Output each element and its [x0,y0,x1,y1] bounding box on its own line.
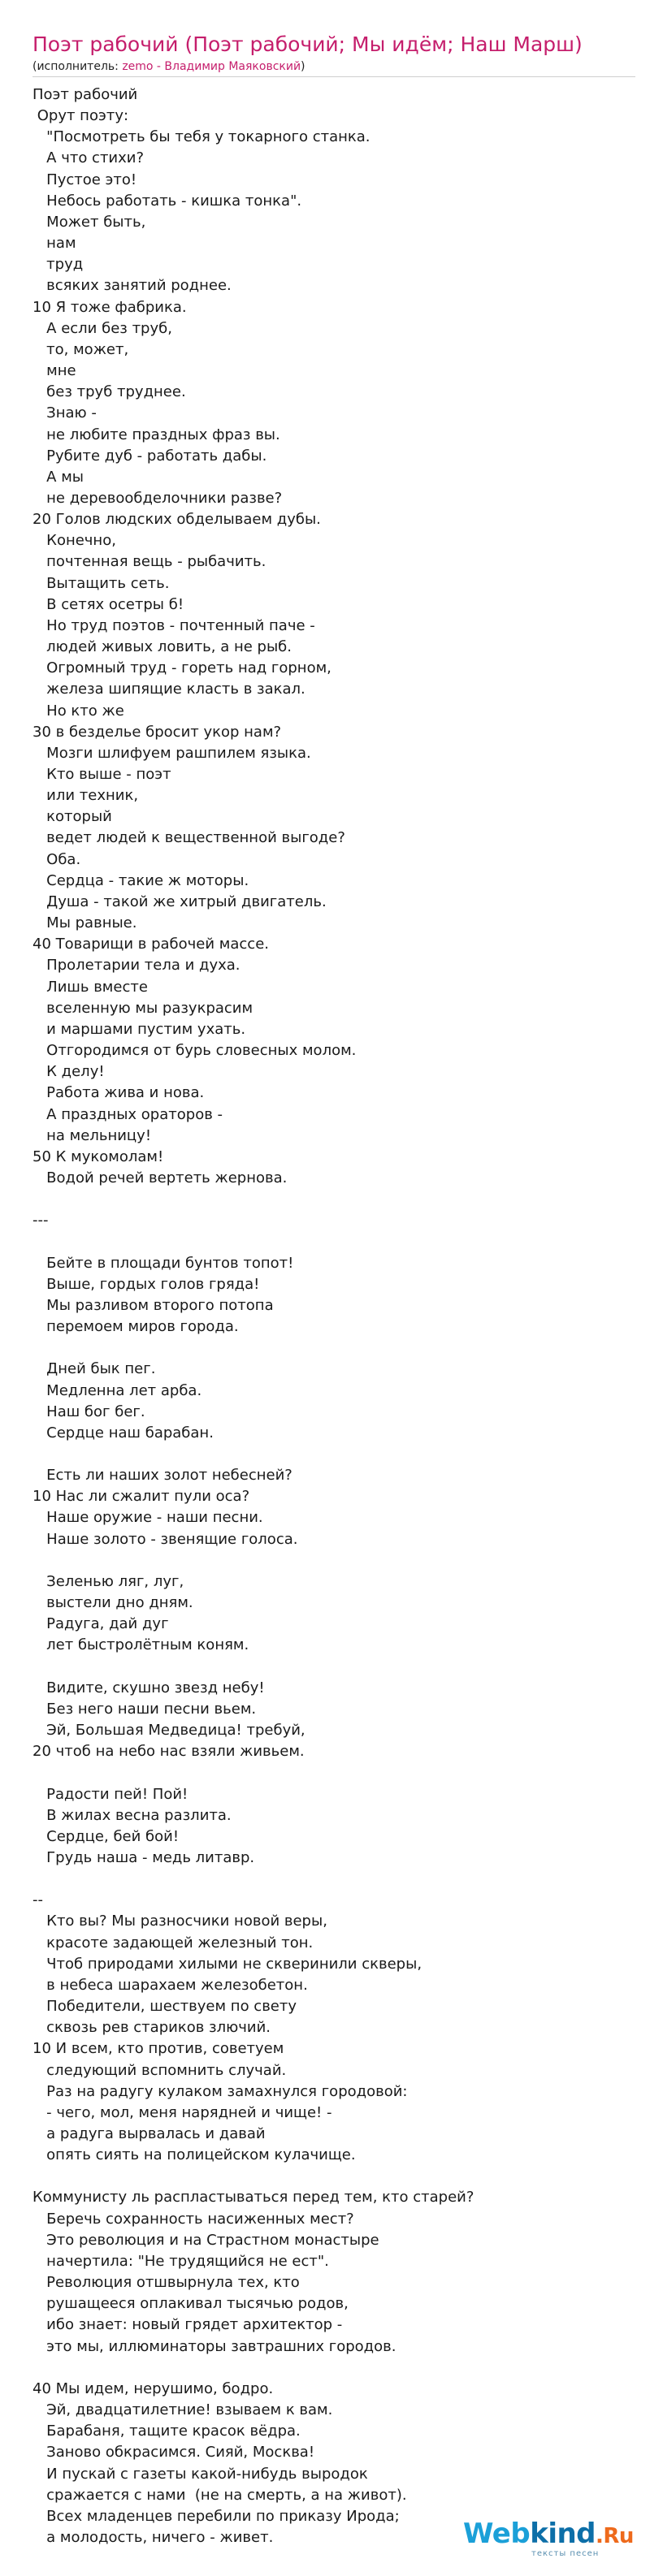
logo-wordmark [463,2518,634,2552]
performer-line [32,58,306,75]
webkind-logo[interactable] [463,2518,634,2561]
logo-tld-text: .Ru [596,2524,634,2548]
header-divider [32,76,635,77]
performer-close: ) [301,60,306,73]
performer-label: (исполнитель: [32,60,123,73]
song-title: Поэт рабочий (Поэт рабочий; Мы идём; Наш Марш) [32,32,583,56]
logo-subtitle: тексты песен [531,2549,600,2558]
lyrics-text: Поэт рабочий Орут поэту: "Посмотреть бы тебя у токарного станка. А что стихи? Пустое это! Небось работать - кишка тонка". Может быть, нам труд всяких занятий роднее. 10 Я тоже фабрика. А если без труб, то, может, мне без труб труднее. Знаю - не любите праздных фраз вы. Рубите дуб - работать дабы. А мы не деревообделочники разве? 20 Голов людских обделываем дубы. Конечно, почтенная вещь - рыбачить. Вытащить сеть. В сетях осетры б! Но труд поэтов - почтенный паче - людей живых ловить, а не рыб. Огромный труд - гореть над горном, железа шипящие класть в закал. Но кто же 30 в безделье бросит укор нам? Мозги шлифуем рашпилем языка. Кто выше - поэт или техник, который ведет людей к вещественной выгоде? Оба. Сердца - такие ж моторы. Душа - такой же хитрый двигатель. Мы равные. 40 Товарищи в рабочей массе. Пролетарии тела и духа. Лишь вместе вселенную мы разукрасим и маршами пустим ухать. Отгородимся от бурь словесных молом. К делу! Работа жива и нова. А праздных ораторов - на мельницу! 50 К мукомолам! Водой речей вертеть жернова. --- Бейте в площади бунтов топот! Выше, гордых голов гряда! Мы разливом второго потопа перемоем миров города. Дней бык пег. Медленна лет арба. Наш бог бег. Сердце наш барабан. Есть ли наших золот небесней? 10 Нас ли сжалит пули оса? Наше оружие - наши песни. Наше золото - звенящие голоса. Зеленью ляг, луг, выстели дно дням. Радуга, дай дуг лет быстролётным коням. Видите, скушно звезд небу! Без него наши песни вьем. Эй, Большая Медведица! требуй, 20 чтоб на небо нас взяли живьем. Радости пей! Пой! В жилах весна разлита. Сердце, бей бой! Грудь наша - медь литавр. -- Кто вы? Мы разносчики новой веры, красоте задающей железный тон. Чтоб природами хилыми не скверинили скверы, в небеса шарахаем железобетон. Победители, шествуем по свету сквозь рев стариков злючий. 10 И всем, кто против, советуем следующий вспомнить случай. Раз на радугу кулаком замахнулся городовой: - чего, мол, меня нарядней и чище! - а радуга вырвалась и давай опять сиять на полицейском кулачище. Коммунисту ль распластываться перед тем, кто старей? Беречь сохранность насиженных мест? Это революция и на Страстном монастыре начертила: "Не трудящийся не ест". Революция отшвырнула тех, кто рушащееся оплакивал тысячью родов, ибо знает: новый грядет архитектор - это мы, иллюминаторы завтрашних городов. 40 Мы идем, нерушимо, бодро. Эй, двадцатилетние! взываем к вам. Барабаня, тащите красок вёдра. Заново обкрасимся. Сияй, Москва! И пускай с газеты какой-нибудь выродок сражается с нами (не на смерть, а на живот). Всех младенцев перебили по приказу Ирода; а молодость, ничего - живет. [32,86,474,2546]
performer-artists-link[interactable]: zemo - Владимир Маяковский [122,60,301,73]
logo-web-text: Webkind [463,2518,596,2550]
